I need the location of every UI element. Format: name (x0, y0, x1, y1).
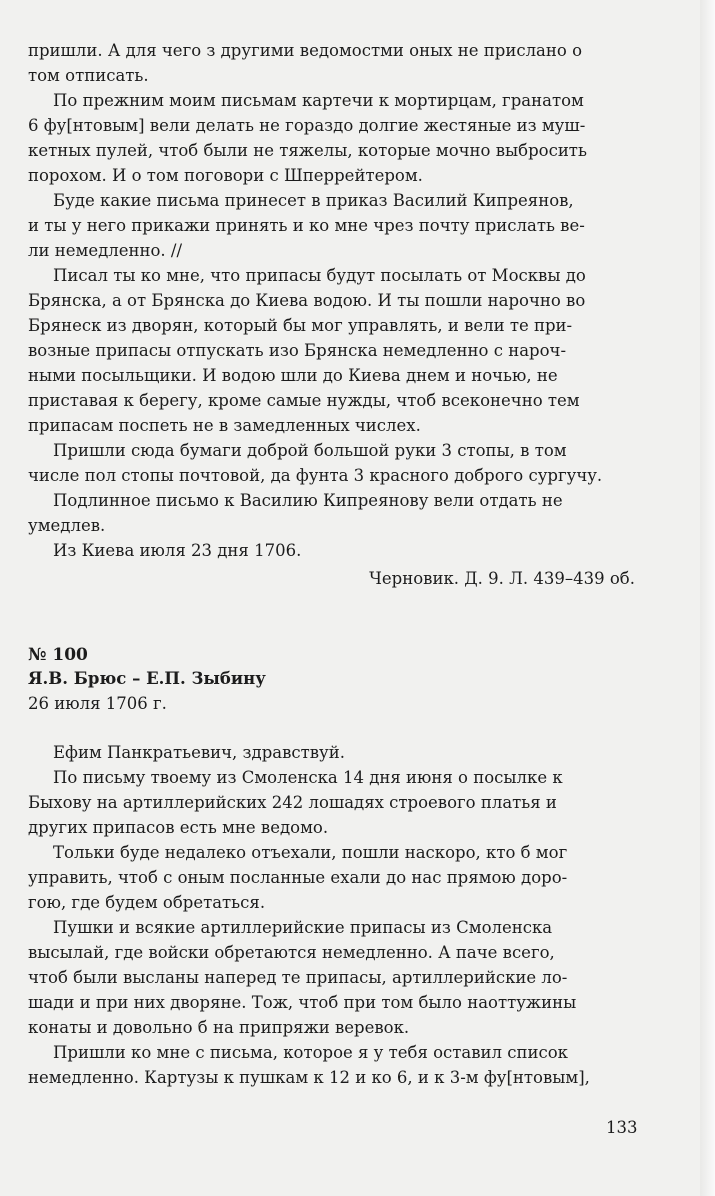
text-line: чтоб были высланы наперед те припасы, артиллерийские ло- (28, 968, 568, 987)
text-line: гою, где будем обретаться. (28, 893, 266, 912)
document-date: 26 июля 1706 г. (28, 694, 167, 713)
text-line: том отписать. (28, 66, 149, 85)
text-line: Ефим Панкратьевич, здравствуй. (53, 743, 345, 762)
text-line: умедлев. (28, 516, 106, 535)
page-number: 133 (606, 1118, 638, 1137)
text-line: шади и при них дворяне. Тож, чтоб при том было наоттужины (28, 993, 577, 1012)
text-line: По письму твоему из Смоленска 14 дня июня о посылке к (53, 768, 563, 787)
text-line: конаты и довольно б на припряжи веревок. (28, 1018, 410, 1037)
page-edge-shadow (700, 0, 715, 1196)
document-header: Я.В. Брюс – Е.П. Зыбину (28, 669, 266, 688)
text-line: По прежним моим письмам картечи к мортирцам, гранатом (53, 91, 584, 110)
text-line: Брянеск из дворян, который бы мог управлять, и вели те при- (28, 316, 573, 335)
text-line: припасам поспеть не в замедленных числех. (28, 416, 421, 435)
text-line: Пришли ко мне с письма, которое я у тебя оставил список (53, 1043, 568, 1062)
text-line: пришли. А для чего з другими ведомостми оных не прислано о (28, 41, 582, 60)
text-line: числе пол стопы почтовой, да фунта 3 красного доброго сургучу. (28, 466, 603, 485)
text-line: 6 фу[нтовым] вели делать не гораздо долгие жестяные из муш- (28, 116, 586, 135)
document-number: № 100 (28, 645, 88, 665)
text-line: Тольки буде недалеко отъехали, пошли наскоро, кто б мог (53, 843, 568, 862)
text-line: и ты у него прикажи принять и ко мне чрез почту прислать ве- (28, 216, 585, 235)
text-line: Из Киева июля 23 дня 1706. (53, 541, 302, 560)
text-line: Брянска, а от Брянска до Киева водою. И ты пошли нарочно во (28, 291, 586, 310)
archive-source-reference: Черновик. Д. 9. Л. 439–439 об. (369, 569, 635, 588)
text-line: ными посыльщики. И водою шли до Киева днем и ночью, не (28, 366, 558, 385)
text-line: Буде какие письма принесет в приказ Василий Кипреянов, (53, 191, 574, 210)
text-line: других припасов есть мне ведомо. (28, 818, 329, 837)
letter-text-continued (28, 38, 640, 563)
text-line: Пришли сюда бумаги доброй большой руки 3 стопы, в том (53, 441, 567, 460)
text-line: Писал ты ко мне, что припасы будут посылать от Москвы до (53, 266, 586, 285)
text-line: высылай, где войски обретаются немедленно. А паче всего, (28, 943, 555, 962)
text-line: немедленно. Картузы к пушкам к 12 и ко 6, и к 3-м фу[нтовым], (28, 1068, 590, 1087)
text-line: приставая к берегу, кроме самые нужды, чтоб всеконечно тем (28, 391, 580, 410)
text-line: возные припасы отпускать изо Брянска немедленно с нароч- (28, 341, 567, 360)
text-line: Подлинное письмо к Василию Кипреянову вели отдать не (53, 491, 563, 510)
text-line: Пушки и всякие артиллерийские припасы из Смоленска (53, 918, 553, 937)
text-line: порохом. И о том поговори с Шперрейтером. (28, 166, 423, 185)
letter-text (28, 740, 640, 1090)
text-line: Быхову на артиллерийских 242 лошадях строевого платья и (28, 793, 557, 812)
text-line: кетных пулей, чтоб были не тяжелы, которые мочно выбросить (28, 141, 587, 160)
text-line: ли немедленно. // (28, 241, 183, 260)
text-line: управить, чтоб с оным посланные ехали до нас прямою доро- (28, 868, 568, 887)
